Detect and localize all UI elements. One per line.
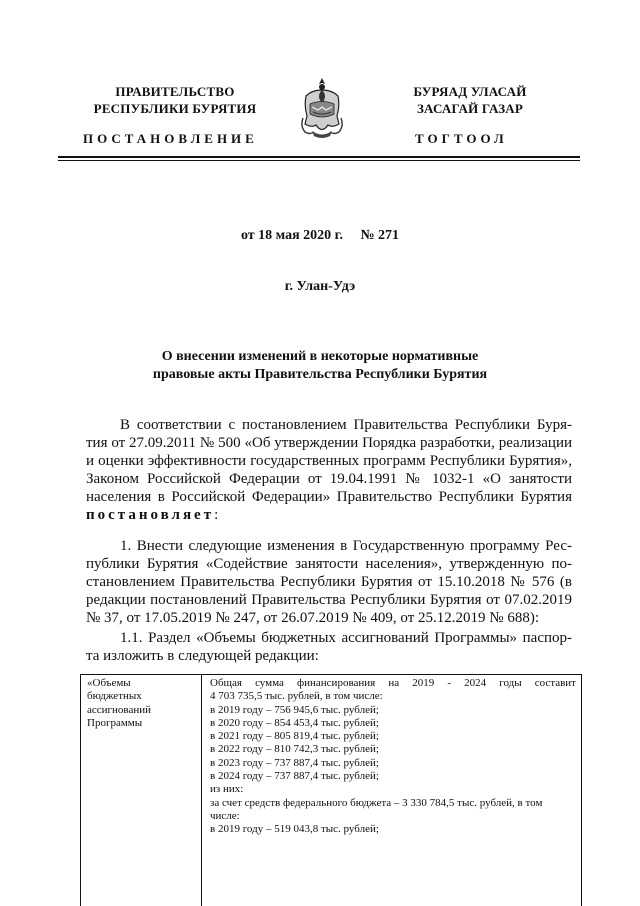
paragraph-line: населения в Российской Федерации» Правительство Республики Бурятия [86, 489, 572, 505]
table-cell-line: в 2021 году – 805 819,4 тыс. рублей; [210, 730, 379, 743]
resolution-keyword-suffix: : [214, 507, 219, 523]
date-and-number: от 18 мая 2020 г. № 271 [240, 228, 400, 243]
paragraph-line: № 37, от 17.05.2019 № 247, от 26.07.2019 № 409, от 25.12.2019 № 688): [86, 610, 539, 626]
table-cell-line: в 2020 году – 854 453,4 тыс. рублей; [210, 716, 379, 729]
table-cell-line: Программы [87, 716, 143, 729]
paragraph-line: та изложить в следующей редакции: [86, 648, 319, 664]
resolution-keyword-line [86, 506, 572, 524]
table-cell-line: в 2019 году – 519 043,8 тыс. рублей; [210, 823, 379, 836]
table-label-cell [81, 675, 202, 906]
header-divider [58, 156, 580, 158]
document-type-buryat: ТОГТООЛ [415, 131, 508, 146]
paragraph-line: тия от 27.09.2011 № 500 «Об утверждении Порядка разработки, реализации [86, 435, 572, 451]
clause-1-paragraph [86, 537, 572, 627]
issuer-line: ПРАВИТЕЛЬСТВО [115, 84, 235, 99]
paragraph-line: Законом Российской Федерации от 19.04.1991 № 1032-1 «О занятости [86, 471, 572, 487]
table-value-cell [203, 675, 581, 906]
table-cell-line: Общая сумма финансирования на 2019 - 2024 годы составит [210, 677, 576, 689]
table-cell-line: в 2023 году – 737 887,4 тыс. рублей; [210, 756, 379, 769]
document-type-russian: ПОСТАНОВЛЕНИЕ [83, 131, 258, 146]
paragraph-line: и оценки эффективности государственных программ Республики Бурятия», [86, 453, 572, 469]
table-cell-line: ассигнований [87, 703, 152, 716]
paragraph-line: становлением Правительства Республики Бурятия от 15.10.2018 № 576 (в [86, 574, 572, 590]
table-cell-line: числе: [210, 809, 240, 822]
issuer-line: БУРЯАД УЛАСАЙ [413, 84, 527, 99]
table-cell-line: из них: [210, 783, 244, 796]
coat-of-arms-icon [298, 76, 346, 140]
issuer-line: ЗАСАГАЙ ГАЗАР [416, 101, 524, 116]
table-cell-line: за счет средств федерального бюджета – 3 330 784,5 тыс. рублей, в том [210, 796, 543, 809]
budget-allocation-table [80, 674, 582, 906]
resolution-keyword: постановляет [86, 507, 215, 523]
title-line: правовые акты Правительства Республики Бурятия [152, 367, 488, 382]
preamble-paragraph [86, 416, 572, 524]
title-line: О внесении изменений в некоторые нормативные [161, 349, 479, 364]
clause-1-1-paragraph [86, 629, 572, 665]
table-cell-line: «Объемы [87, 677, 131, 689]
table-cell-line: в 2024 году – 737 887,4 тыс. рублей; [210, 770, 379, 783]
paragraph-line: редакции постановлений Правительства Республики Бурятия от 07.02.2019 [86, 592, 572, 608]
paragraph-line: В соответствии с постановлением Правительства Республики Буря- [120, 417, 572, 433]
table-cell-line: 4 703 735,5 тыс. рублей, в том числе: [210, 690, 383, 703]
table-cell-line: бюджетных [87, 690, 142, 703]
city-of-issue: г. Улан-Удэ [284, 279, 356, 294]
paragraph-line: публики Бурятия «Содействие занятости населения», утвержденную по- [86, 556, 572, 572]
table-cell-line: в 2022 году – 810 742,3 тыс. рублей; [210, 743, 379, 756]
table-cell-line: в 2019 году – 756 945,6 тыс. рублей; [210, 703, 379, 716]
document-title [100, 348, 540, 384]
paragraph-line: 1.1. Раздел «Объемы бюджетных ассигнований Программы» паспор- [120, 630, 572, 646]
issuer-line: РЕСПУБЛИКИ БУРЯТИЯ [93, 101, 257, 116]
issuer-name-russian [80, 83, 270, 117]
issuer-name-buryat [385, 83, 555, 117]
header-divider-thin [58, 160, 580, 161]
paragraph-line: 1. Внести следующие изменения в Государственную программу Рес- [120, 538, 572, 554]
